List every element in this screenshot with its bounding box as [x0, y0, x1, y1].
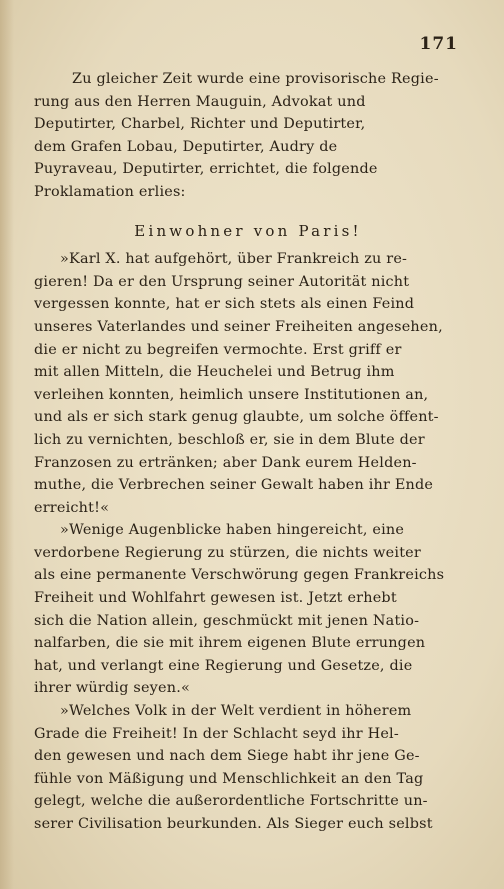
text-line: gelegt, welche die außerordentliche Fortschritte un-: [34, 793, 428, 810]
text-line: unseres Vaterlandes und seiner Freiheiten angesehen,: [34, 318, 443, 335]
text-line: »Wenige Augenblicke haben hingereicht, eine: [60, 522, 405, 539]
text-line: »Welches Volk in der Welt verdient in höherem: [60, 703, 412, 720]
text-line: und als er sich stark genug glaubte, um solche öffent-: [34, 409, 439, 426]
text-line: rung aus den Herren Mauguin, Advokat und: [34, 93, 366, 110]
text-line: fühle von Mäßigung und Menschlichkeit an den Tag: [34, 770, 424, 787]
text-line: vergessen konnte, hat er sich stets als einen Feind: [34, 296, 415, 313]
text-line: Proklamation erlies:: [34, 183, 186, 200]
text-line: »Karl X. hat aufgehört, über Frankreich zu re-: [60, 251, 408, 268]
text-line: Franzosen zu ertränken; aber Dank eurem Helden-: [34, 454, 417, 471]
text-line: Puyraveau, Deputirter, errichtet, die folgende: [34, 161, 378, 178]
text-line: erreicht!«: [34, 499, 110, 516]
text-line: Zu gleicher Zeit wurde eine provisorische Regie-: [72, 71, 439, 87]
page-edge-shadow: [0, 0, 14, 889]
text-line: nalfarben, die sie mit ihrem eigenen Blute errungen: [34, 635, 426, 652]
text-line: die er nicht zu begreifen vermochte. Erst griff er: [34, 341, 402, 358]
text-line: dem Grafen Lobau, Deputirter, Audry de: [34, 138, 338, 155]
proclamation-heading: Einwohner von Paris!: [134, 221, 362, 240]
text-line: sich die Nation allein, geschmückt mit jenen Natio-: [34, 612, 420, 629]
paragraph-1: [34, 248, 462, 519]
text-line: ihrer würdig seyen.«: [34, 680, 190, 697]
text-line: Deputirter, Charbel, Richter und Deputirter,: [34, 116, 366, 133]
text-line: Grade die Freiheit! In der Schlacht seyd ihr Hel-: [34, 725, 399, 742]
text-line: den gewesen und nach dem Siege habt ihr jene Ge-: [34, 748, 420, 765]
text-line: serer Civilisation beurkunden. Als Sieger euch selbst: [34, 816, 433, 832]
text-line: muthe, die Verbrechen seiner Gewalt haben ihr Ende: [34, 477, 434, 494]
text-line: verdorbene Regierung zu stürzen, die nichts weiter: [34, 544, 421, 561]
text-line: lich zu vernichten, beschloß er, sie in dem Blute der: [34, 431, 425, 448]
page-text: [34, 68, 462, 836]
text-line: hat, und verlangt eine Regierung und Gesetze, die: [34, 657, 413, 674]
paragraph-3: [34, 700, 462, 836]
text-line: gieren! Da er den Ursprung seiner Autorität nicht: [34, 273, 410, 290]
text-line: als eine permanente Verschwörung gegen Frankreichs: [34, 567, 445, 584]
text-line: verleihen konnten, heimlich unsere Institutionen an,: [34, 386, 429, 403]
intro-paragraph: [34, 68, 462, 204]
page-number: 171: [419, 34, 458, 54]
paragraph-2: [34, 519, 462, 700]
text-line: Freiheit und Wohlfahrt gewesen ist. Jetzt erhebt: [34, 590, 397, 607]
text-line: mit allen Mitteln, die Heuchelei und Betrug ihm: [34, 364, 395, 381]
